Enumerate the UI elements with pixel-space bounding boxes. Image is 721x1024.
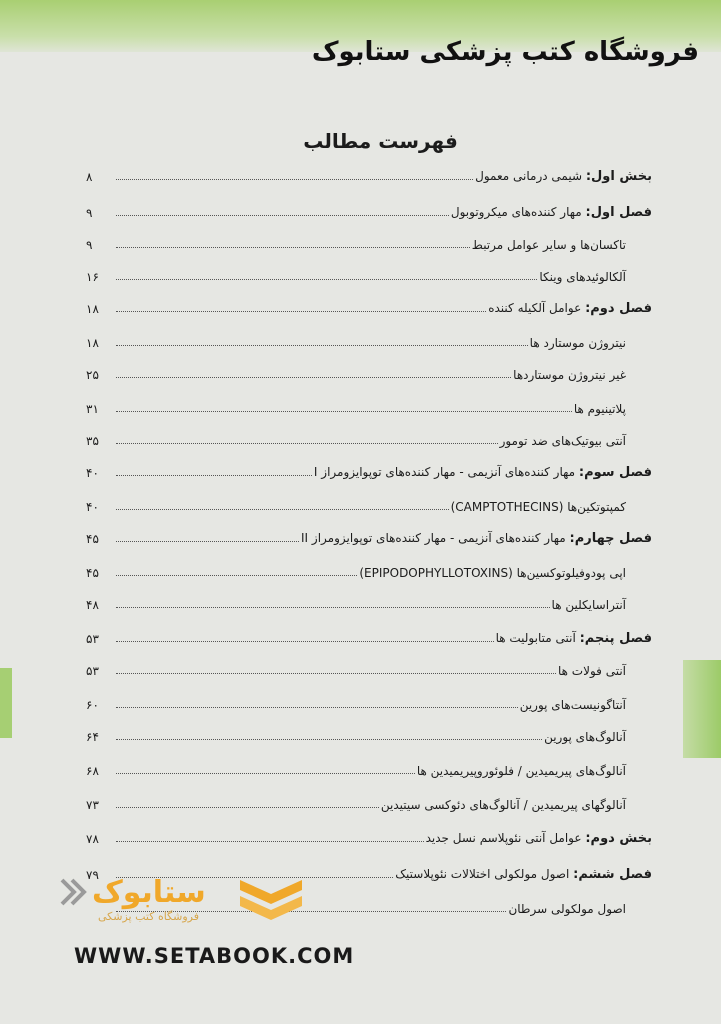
- toc-entry-title: [449, 205, 652, 220]
- toc-entry-text: آنالوگ‌های پیریمیدین / فلوئوروپیریمیدین ها: [416, 764, 626, 778]
- toc-leader-dots: [116, 179, 473, 180]
- toc-entry-label: فصل دوم:: [585, 301, 652, 316]
- toc-entry-label: بخش اول:: [585, 169, 652, 184]
- toc-row: [86, 622, 652, 646]
- toc-entry-title: [498, 434, 626, 448]
- toc-heading: [0, 129, 721, 153]
- toc-page-number: ۶۴: [86, 730, 99, 744]
- toc-leader-dots: [116, 773, 415, 774]
- toc-page-number: ۷۹: [86, 868, 99, 882]
- toc-row: [86, 326, 626, 350]
- right-green-tab: [683, 660, 721, 758]
- logo-wordmark: ستابوک: [92, 875, 206, 910]
- toc-leader-dots: [116, 345, 528, 346]
- toc-page-number: ۶۸: [86, 764, 99, 778]
- toc-entry-title: [572, 402, 626, 416]
- toc-page-number: ۵۳: [86, 664, 99, 678]
- toc-row: [86, 822, 652, 846]
- toc-entry-title: [393, 867, 652, 882]
- toc-entry-title: [449, 500, 626, 514]
- toc-entry-text: آنتاگونیست‌های پورین: [519, 698, 626, 712]
- toc-entry-text: شیمی درمانی معمول: [475, 169, 586, 183]
- toc-entry-title: [542, 730, 626, 744]
- toc-entry-label: فصل ششم:: [573, 867, 652, 882]
- toc-leader-dots: [116, 377, 511, 378]
- toc-row: [86, 522, 652, 546]
- toc-page-number: ۷۳: [86, 798, 99, 812]
- logo-subtitle: فروشگاه کتب پزشکی: [98, 910, 199, 923]
- toc-entry-text: اصول مولکولی سرطان: [508, 902, 626, 916]
- toc-entry-text: عوامل آنتی نئوپلاسم نسل جدید: [425, 831, 586, 845]
- toc-page-number: ۱۸: [86, 336, 99, 350]
- toc-leader-dots: [116, 739, 542, 740]
- toc-page-number: ۳۱: [86, 402, 99, 416]
- toc-page-number: ۸: [86, 170, 93, 184]
- toc-entry-title: [473, 169, 652, 184]
- toc-entry-title: [486, 301, 652, 316]
- toc-entry-text: مهار کننده‌های آنزیمی - مهار کننده‌های توپوایزومراز I: [313, 465, 579, 479]
- toc-entry-title: [494, 631, 652, 646]
- toc-leader-dots: [116, 707, 518, 708]
- book-emblem-icon: [236, 872, 306, 928]
- toc-entry-text: عوامل آلکیله کننده: [488, 301, 586, 315]
- toc-leader-dots: [116, 641, 494, 642]
- watermark-url: WWW.SETABOOK.COM: [74, 944, 355, 968]
- toc-entry-text: اپی پودوفیلوتوکسین‌ها (EPIPODOPHYLLOTOXINS): [359, 566, 626, 580]
- toc-entry-text: مهار کننده‌های میکروتوبول: [450, 205, 586, 219]
- toc-entry-label: فصل اول:: [585, 205, 652, 220]
- toc-leader-dots: [116, 411, 572, 412]
- toc-entry-title: [379, 798, 626, 812]
- toc-row: [86, 688, 626, 712]
- toc-page-number: ۲۵: [86, 368, 99, 382]
- toc-row: [86, 556, 626, 580]
- toc-row: [86, 490, 626, 514]
- toc-entry-label: بخش دوم:: [585, 831, 652, 846]
- toc-entry-text: آنالوگهای پیریمیدین / آنالوگ‌های دئوکسی سیتیدین: [380, 798, 626, 812]
- toc-page-number: ۶۰: [86, 698, 99, 712]
- toc-leader-dots: [116, 807, 379, 808]
- toc-entry-title: [506, 902, 626, 916]
- toc-page-number: ۴۸: [86, 598, 99, 612]
- toc-entry-text: آنالوگ‌های پورین: [544, 730, 626, 744]
- toc-row: [86, 160, 652, 184]
- toc-entry-text: کمپتوتکین‌ها (CAMPTOTHECINS): [450, 500, 626, 514]
- toc-entry-text: مهار کننده‌های آنزیمی - مهار کننده‌های توپوایزومراز II: [301, 531, 570, 545]
- toc-entry-title: [556, 664, 626, 678]
- toc-row: [86, 424, 626, 448]
- toc-entry-title: [550, 598, 626, 612]
- toc-row: [86, 456, 652, 480]
- toc-leader-dots: [116, 215, 449, 216]
- toc-entry-label: فصل سوم:: [578, 465, 652, 480]
- toc-entry-title: [537, 270, 626, 284]
- toc-page-number: ۷۸: [86, 832, 99, 846]
- toc-page-number: ۹: [86, 238, 93, 252]
- toc-entry-text: نیتروژن موستارد ها: [529, 336, 626, 350]
- toc-page-number: ۱۸: [86, 302, 99, 316]
- toc-entry-title: [528, 336, 626, 350]
- toc-title: فهرست مطالب: [303, 129, 458, 153]
- toc-leader-dots: [116, 443, 498, 444]
- toc-entry-text: آنتراسایکلین ها: [551, 598, 626, 612]
- toc-leader-dots: [116, 509, 449, 510]
- toc-entry-text: آنتی فولات ها: [558, 664, 626, 678]
- toc-row: [86, 358, 626, 382]
- toc-page-number: ۵۳: [86, 632, 99, 646]
- toc-leader-dots: [116, 607, 550, 608]
- toc-entry-text: آلکالوئیدهای وینکا: [539, 270, 626, 284]
- toc-leader-dots: [116, 279, 537, 280]
- watermark-logo: [56, 868, 306, 934]
- toc-leader-dots: [116, 673, 556, 674]
- toc-row: [86, 588, 626, 612]
- toc-leader-dots: [116, 311, 486, 312]
- store-title: فروشگاه کتب پزشکی ستابوک: [311, 37, 699, 67]
- toc-entry-title: [299, 531, 652, 546]
- toc-entry-label: فصل پنجم:: [579, 631, 652, 646]
- toc-row: [86, 754, 626, 778]
- toc-row: [86, 292, 652, 316]
- toc-page-number: ۴۵: [86, 532, 99, 546]
- toc-entry-text: پلاتینیوم ها: [573, 402, 626, 416]
- toc-leader-dots: [116, 475, 312, 476]
- toc-leader-dots: [116, 575, 357, 576]
- toc-entry-title: [415, 764, 626, 778]
- toc-page-number: ۴۵: [86, 566, 99, 580]
- left-green-tab: [0, 668, 12, 738]
- toc-row: [86, 788, 626, 812]
- toc-entry-text: آنتی بیوتیک‌های ضد تومور: [499, 434, 626, 448]
- toc-page-number: ۱۶: [86, 270, 99, 284]
- toc-page-number: ۹: [86, 206, 93, 220]
- toc-leader-dots: [116, 541, 299, 542]
- toc-row: [86, 392, 626, 416]
- toc-leader-dots: [116, 247, 470, 248]
- toc-row: [86, 654, 626, 678]
- toc-entry-title: [312, 465, 652, 480]
- toc-row: [86, 260, 626, 284]
- toc-row: [86, 228, 626, 252]
- toc-entry-label: فصل چهارم:: [569, 531, 652, 546]
- toc-entry-text: غیر نیتروژن موستاردها: [513, 368, 626, 382]
- toc-page-number: ۴۰: [86, 466, 99, 480]
- toc-entry-title: [470, 238, 626, 252]
- toc-entry-title: [424, 831, 652, 846]
- toc-entry-text: تاکسان‌ها و سایر عوامل مرتبط: [471, 238, 626, 252]
- toc-page-number: ۴۰: [86, 500, 99, 514]
- toc-entry-title: [518, 698, 626, 712]
- toc-leader-dots: [116, 841, 424, 842]
- toc-entry-text: اصول مولکولی اختلالات نئوپلاستیک: [395, 867, 574, 881]
- toc-page-number: ۳۵: [86, 434, 99, 448]
- toc-entry-title: [511, 368, 626, 382]
- toc-entry-text: آنتی متابولیت ها: [495, 631, 580, 645]
- toc-row: [86, 196, 652, 220]
- toc-entry-title: [357, 566, 626, 580]
- toc-row: [86, 720, 626, 744]
